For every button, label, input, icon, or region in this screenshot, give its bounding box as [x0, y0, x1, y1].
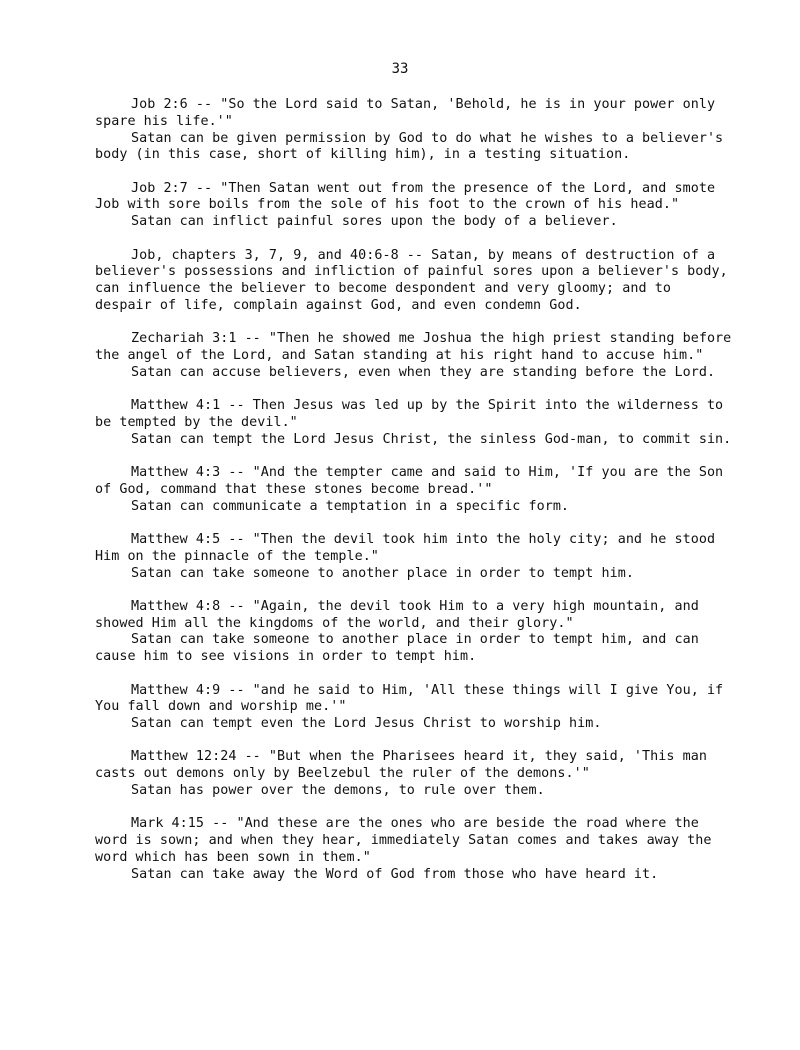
commentary-text: Satan can accuse believers, even when they are standing before the Lord. [131, 364, 716, 380]
entry-matthew-4-5 [95, 532, 735, 582]
entry-job-2-7 [95, 181, 735, 231]
commentary-text: Satan can tempt even the Lord Jesus Christ to worship him. [131, 716, 602, 732]
commentary-text: Satan can take away the Word of God from those who have heard it. [131, 866, 659, 882]
scripture-quote: Matthew 4:3 -- "And the tempter came and said to Him, 'If you are the Son of God, command that these stones become bread.'" [95, 465, 724, 497]
entry-job-2-6 [95, 97, 735, 164]
commentary-text: Satan can be given permission by God to do what he wishes to a believer's body (in this case, short of killing him), in a testing situation. [95, 130, 724, 163]
scripture-quote: Matthew 4:8 -- "Again, the devil took Him to a very high mountain, and showed Him all the kingdoms of the world, and their glory." [95, 598, 699, 631]
scripture-quote: Job 2:7 -- "Then Satan went out from the presence of the Lord, and smote Job with sore boils from the sole of his foot to the crown of his head." [95, 180, 716, 213]
entry-matthew-4-1 [95, 398, 735, 448]
scripture-quote: Matthew 4:1 -- Then Jesus was led up by the Spirit into the wilderness to be tempted by the devil." [95, 398, 724, 430]
entry-matthew-4-9 [95, 683, 735, 733]
commentary-text: Satan can take someone to another place in order to tempt him, and can cause him to see visions in order to tempt him. [95, 632, 699, 665]
entry-matthew-12-24 [95, 749, 735, 799]
scripture-quote: Matthew 4:9 -- "and he said to Him, 'All these things will I give You, if You fall down and worship me.'" [95, 682, 724, 715]
entry-zechariah-3-1 [95, 331, 735, 381]
page-body [95, 97, 735, 900]
entry-matthew-4-8 [95, 599, 735, 666]
entry-mark-4-15 [95, 816, 735, 883]
scripture-quote: Matthew 12:24 -- "But when the Pharisees heard it, they said, 'This man casts out demons only by Beelzebul the ruler of the demons.'" [95, 749, 707, 782]
scripture-quote: Matthew 4:5 -- "Then the devil took him into the holy city; and he stood Him on the pinnacle of the temple." [95, 531, 716, 564]
scripture-quote: Zechariah 3:1 -- "Then he showed me Joshua the high priest standing before the angel of the Lord, and Satan standing at his right hand to accuse him." [95, 331, 732, 364]
commentary-text: Satan can tempt the Lord Jesus Christ, the sinless God-man, to commit sin. [131, 431, 732, 447]
commentary-text: Satan can communicate a temptation in a specific form. [131, 498, 570, 514]
entry-job-chapters [95, 248, 735, 315]
scripture-quote: Job, chapters 3, 7, 9, and 40:6-8 -- Satan, by means of destruction of a believer's possessions and infliction of painful sores upon a believer's body, can influence the believer to become despondent and very gloomy; and to despair of life, complain against God, and even condemn God. [95, 247, 728, 313]
commentary-text: Satan has power over the demons, to rule over them. [131, 783, 545, 798]
commentary-text: Satan can inflict painful sores upon the body of a believer. [131, 214, 618, 230]
scripture-quote: Job 2:6 -- "So the Lord said to Satan, 'Behold, he is in your power only spare his life.'" [95, 97, 716, 129]
commentary-text: Satan can take someone to another place in order to tempt him. [131, 565, 634, 581]
entry-matthew-4-3 [95, 465, 735, 515]
scripture-quote: Mark 4:15 -- "And these are the ones who are beside the road where the word is sown; and when they hear, immediately Satan comes and takes away the word which has been sown in them." [95, 816, 712, 865]
page-number: 33 [391, 61, 409, 77]
